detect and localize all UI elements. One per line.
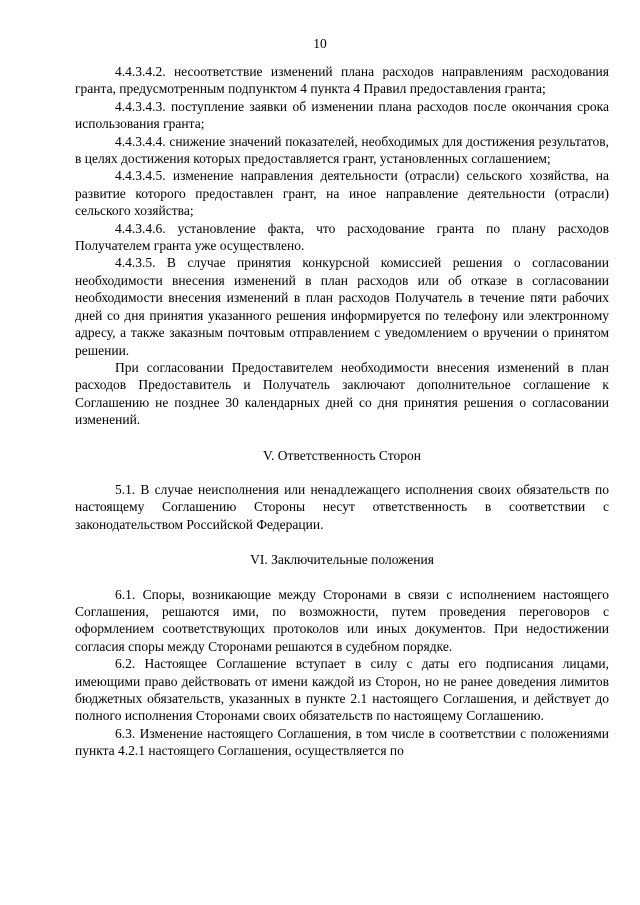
spacer [75, 569, 609, 586]
paragraph-4-4-3-4-3: 4.4.3.4.3. поступление заявки об изменении плана расходов после окончания срока использования гранта; [75, 98, 609, 132]
page-number: 10 [313, 36, 327, 51]
paragraph-4-4-3-4-2: 4.4.3.4.2. несоответствие изменений плана расходов направлениям расходования гранта, предусмотренным подпунктом 4 пункта 4 Правил предоставления гранта; [75, 64, 609, 97]
document-body [75, 63, 609, 760]
paragraph-agreement-amendment: При согласовании Предоставителем необходимости внесения изменений в план расходов Предоставитель и Получатель заключают дополнительное соглашение к Соглашению не позднее 30 календарных дней со дня принятия решения о согласовании изменений. [75, 359, 609, 428]
paragraph-6-3: 6.3. Изменение настоящего Соглашения, в том числе в соответствии с положениями пункта 4.2.1 настоящего Соглашения, осуществляется по [75, 725, 609, 759]
section-5-heading: V. Ответственность Сторон [263, 447, 421, 463]
section-6-heading: VI. Заключительные положения [250, 552, 434, 568]
paragraph-6-2: 6.2. Настоящее Соглашение вступает в силу с даты его подписания лицами, имеющими право действовать от имени каждой из Сторон, но не ранее доведения лимитов бюджетных обязательств, указанных в пункте 2.1 настоящего Соглашения, и действует до полного исполнения Сторонами своих обязательств по настоящему Соглашению. [75, 656, 609, 724]
paragraph-6-1: 6.1. Споры, возникающие между Сторонами в связи с исполнением настоящего Соглашения, решаются ими, по возможности, путем проведения переговоров с оформлением соответствующих протоколов или иных документов. При недостижении согласия споры между Сторонами решаются в судебном порядке. [75, 586, 609, 654]
paragraph-4-4-3-4-6: 4.4.3.4.6. установление факта, что расходование гранта по плану расходов Получателем гранта уже осуществлено. [75, 220, 609, 254]
paragraph-4-4-3-4-4: 4.4.3.4.4. снижение значений показателей, необходимых для достижения результатов, в целях достижения которых предоставляется грант, установленных соглашением; [75, 133, 609, 167]
paragraph-4-4-3-4-5: 4.4.3.4.5. изменение направления деятельности (отрасли) сельского хозяйства, на развитие которого предоставлен грант, на иное направление деятельности (отрасли) сельского хозяйства; [75, 168, 609, 219]
spacer [75, 533, 609, 551]
spacer [75, 464, 609, 481]
paragraph-5-1: 5.1. В случае неисполнения или ненадлежащего исполнения своих обязательств по настоящему Соглашению Стороны несут ответственность в соответствии с законодательством Российской Федерации. [75, 481, 609, 532]
spacer [75, 429, 609, 447]
paragraph-4-4-3-5: 4.4.3.5. В случае принятия конкурсной комиссией решения о согласовании необходимости внесения изменений в план расходов или об отказе в согласовании необходимости внесения изменений в план расходов Получатель в течение пяти рабочих дней со дня принятия указанного решения информируется по телефону или электронному адресу, а также заказным почтовым отправлением с уведомлением о вручении о принятом решении. [75, 255, 609, 358]
